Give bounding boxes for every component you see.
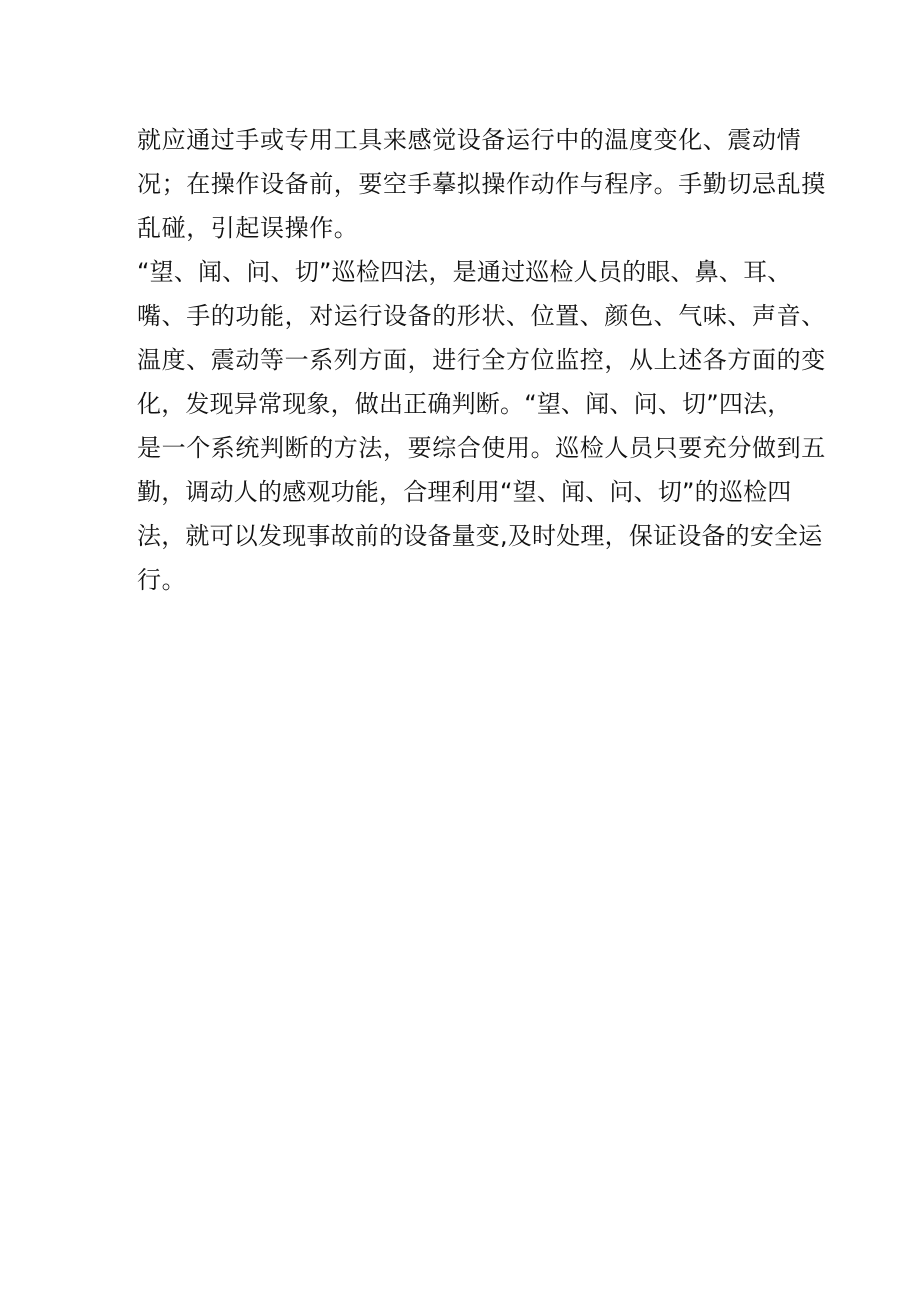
text-line: 况；在操作设备前，要空手摹拟操作动作与程序。手勤切忌乱摸 bbox=[137, 170, 826, 198]
text-line: 法，就可以发现事故前的设备量变,及时处理，保证设备的安全运 bbox=[137, 522, 823, 550]
text-line: 嘴、手的功能，对运行设备的形状、位置、颜色、气味、声音、 bbox=[137, 302, 826, 330]
text-line: “望、闻、问、切”巡检四法，是通过巡检人员的眼、鼻、耳、 bbox=[137, 258, 792, 286]
text-line: 就应通过手或专用工具来感觉设备运行中的温度变化、震动情 bbox=[137, 126, 802, 154]
text-line: 乱碰，引起误操作。 bbox=[137, 214, 359, 242]
text-line: 勤，调动人的感观功能，合理利用“望、闻、问、切”的巡检四 bbox=[137, 478, 792, 506]
text-line: 温度、震动等一系列方面，进行全方位监控，从上述各方面的变 bbox=[137, 346, 826, 374]
text-line: 化，发现异常现象，做出正确判断。“望、闻、问、切”四法， bbox=[137, 390, 792, 418]
text-line: 是一个系统判断的方法，要综合使用。巡检人员只要充分做到五 bbox=[137, 434, 826, 462]
text-line: 行。 bbox=[137, 566, 187, 594]
body-text bbox=[137, 118, 826, 602]
